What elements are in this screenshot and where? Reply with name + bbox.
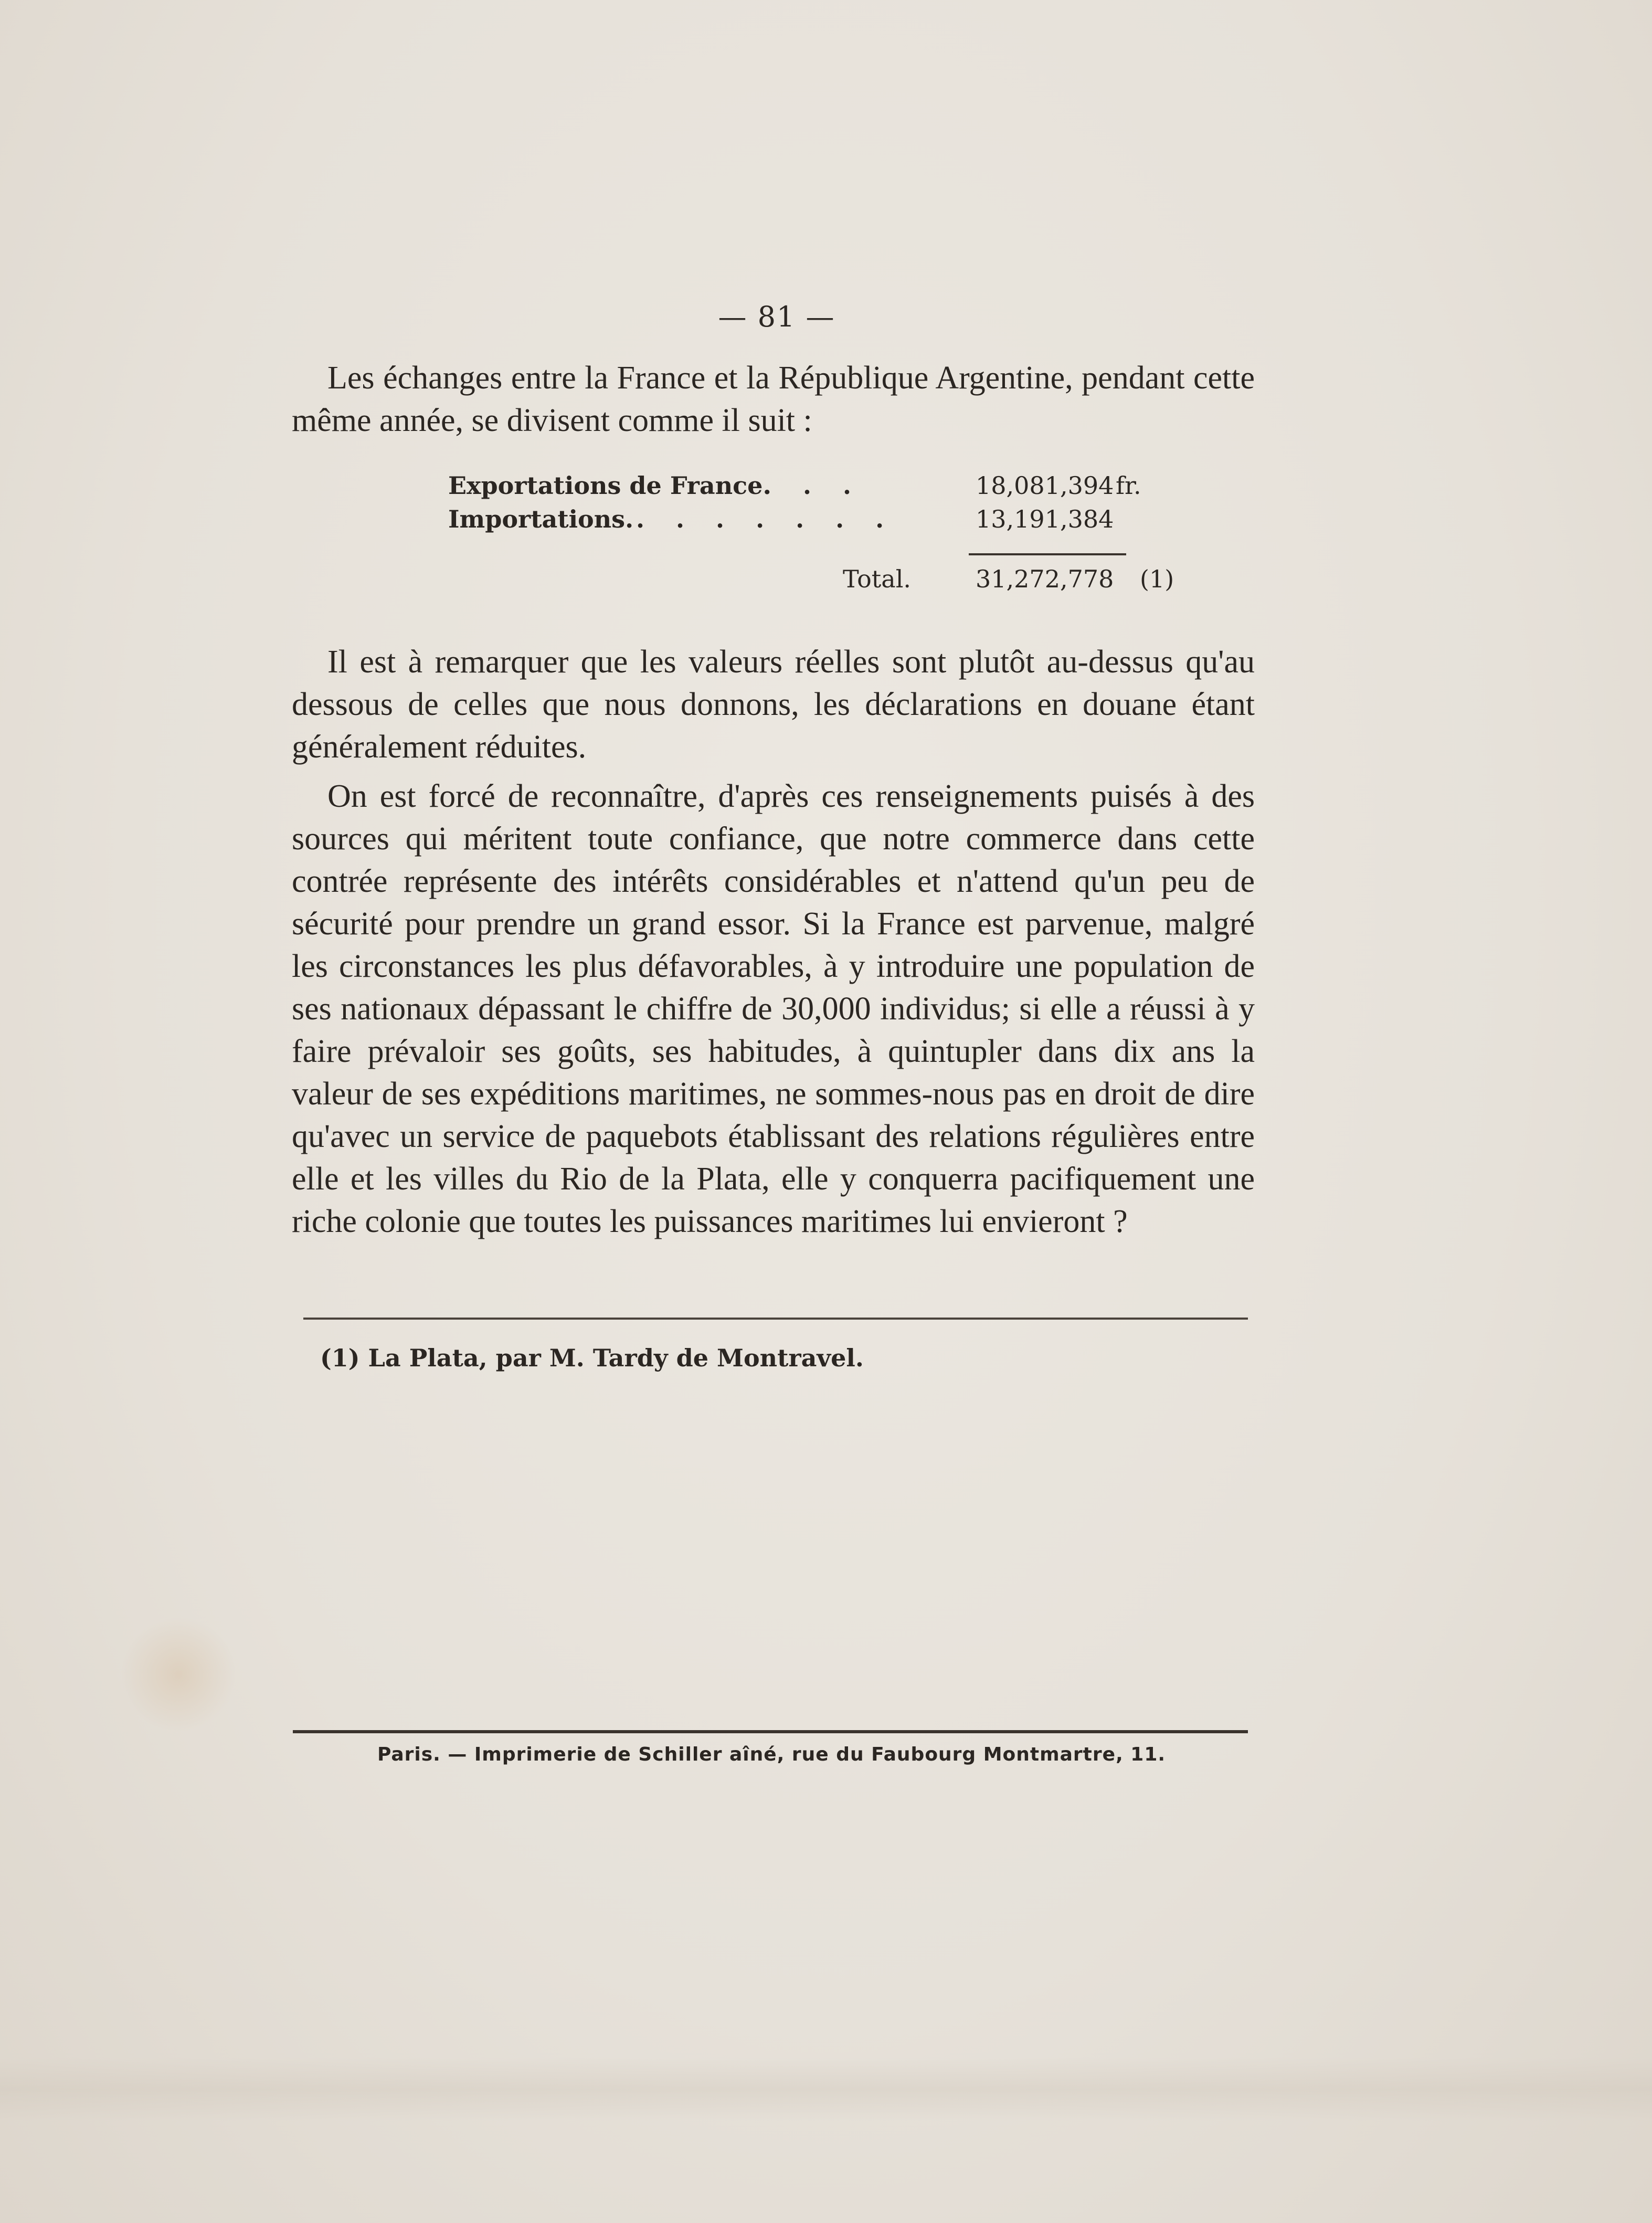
imprint-rule [293, 1730, 1248, 1733]
total-value: 31,272,778 [976, 565, 1114, 593]
paper-shadow [0, 2058, 1652, 2121]
trade-table [448, 471, 1193, 593]
paragraph-block-1 [292, 641, 1255, 768]
row-label: Exportations de France. [448, 471, 771, 500]
row-dots: . . . . . . . [636, 505, 896, 533]
row-dots: . . . [763, 471, 863, 500]
footnote: (1) La Plata, par M. Tardy de Montravel. [320, 1344, 864, 1372]
total-label: Total. [843, 565, 912, 593]
paragraph: On est forcé de reconnaître, d'après ces renseignements puisés à des sources qui méritent toute confiance, que notre commerce dans cette contrée représente des intérêts considérables et n'attend qu'un peu de sécurité pour prendre un grand essor. Si la France est parvenue, malgré les circonstances les plus défavorables, à y introduire une population de ses nationaux dépassant le chiffre de 30,000 individus; si elle a réussi à y faire prévaloir ses goûts, ses habitudes, à quintupler dans dix ans la valeur de ses expéditions maritimes, ne sommes-nous pas en droit de dire qu'avec un service de paquebots établissant des relations régulières entre elle et les villes du Rio de la Plata, elle y conquerra pacifiquement une riche colonie que toutes les puissances maritimes lui envieront ? [292, 778, 1255, 1239]
row-value: 18,081,394 [976, 471, 1114, 500]
intro-paragraph: Les échanges entre la France et la République Argentine, pendant cette même année, se divisent comme il suit : [292, 360, 1255, 438]
sum-rule [969, 553, 1126, 555]
printer-imprint: Paris. — Imprimerie de Schiller aîné, rue du Faubourg Montmartre, 11. [377, 1744, 1166, 1765]
paper-stain [121, 1617, 236, 1732]
intro-paragraph-block [292, 357, 1255, 442]
table-row [448, 505, 1193, 539]
table-row [448, 471, 1193, 505]
total-row [448, 565, 1193, 598]
row-label: Importations. [448, 505, 634, 533]
row-value: 13,191,384 [976, 505, 1114, 533]
footnote-rule [303, 1318, 1248, 1320]
row-unit: fr. [1116, 471, 1141, 500]
page-number: — 81 — [718, 300, 835, 333]
paragraph-block-2 [292, 775, 1255, 1243]
footnote-reference: (1) [1140, 565, 1174, 593]
paragraph: Il est à remarquer que les valeurs réelles sont plutôt au-dessus qu'au dessous de celles que nous donnons, les déclarations en douane étant généralement réduites. [292, 644, 1255, 765]
